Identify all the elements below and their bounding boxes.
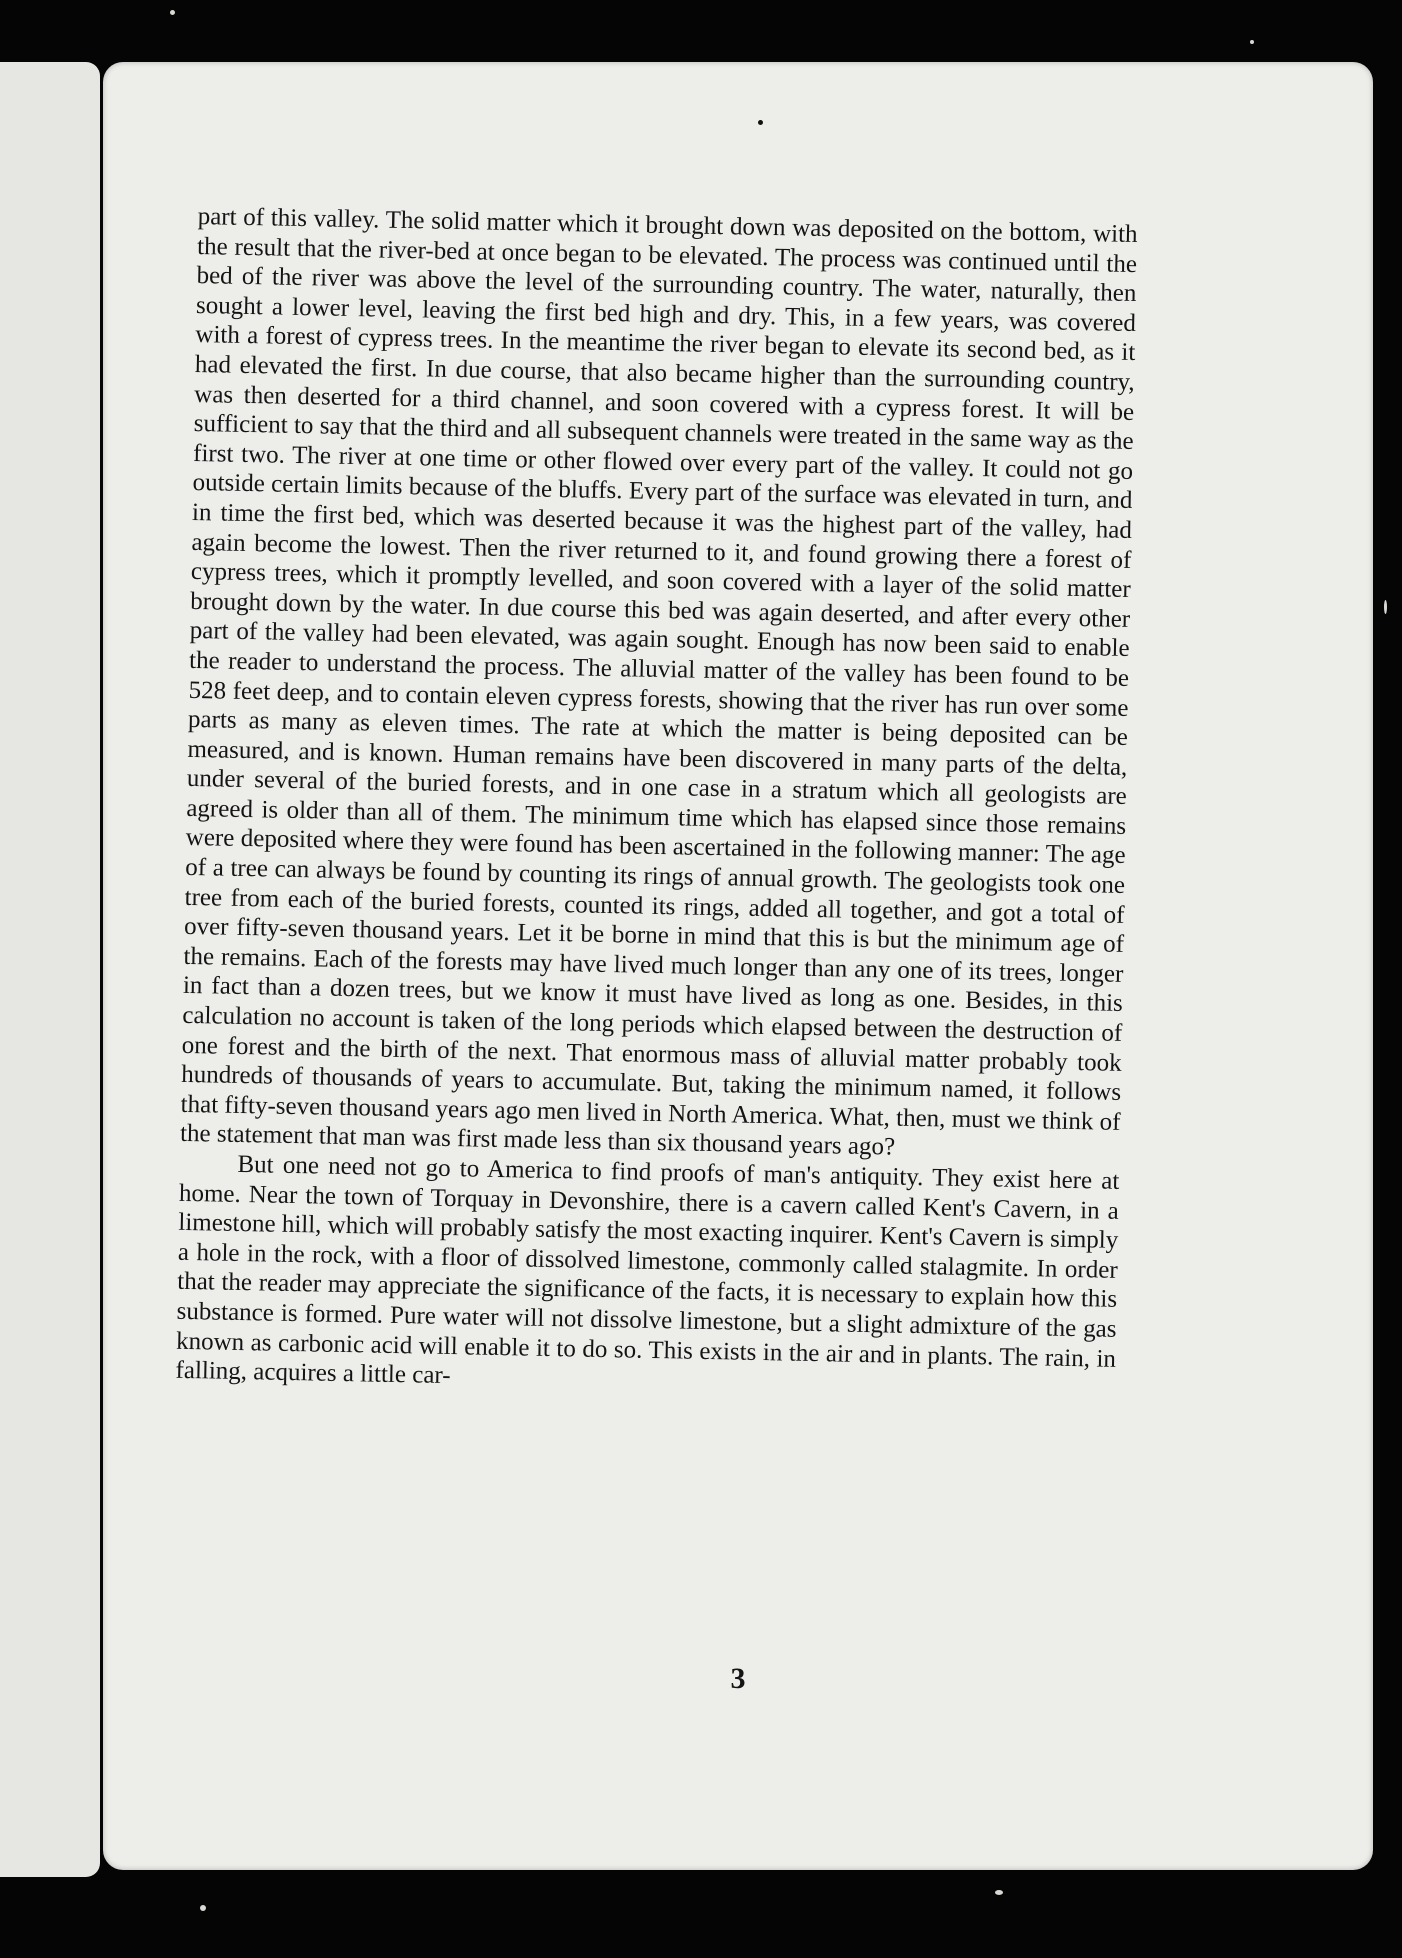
paragraph: But one need not go to America to find proofs of man's antiquity. They exist here at home. Near the town of Torquay in Devonshire, there is a cavern called Kent's Cavern, in a limestone hill, which will probably satisfy the most exacting inquirer. Kent's Cavern is simply a hole in the rock, with a floor of dissolved limestone, commonly called stalagmite. In order that the reader may appreciate the significance of the facts, it is necessary to explain how this substance is formed. Pure water will not dissolve limestone, but a slight admixture of the gas known as carbonic acid will enable it to do so. This exists in the air and in plants. The rain, in falling, acquires a little car- (175, 1150, 1120, 1390)
body-text (175, 202, 1138, 1404)
page-speck (758, 120, 763, 125)
scan-speck (170, 10, 175, 15)
paragraph: part of this valley. The solid matter which it brought down was deposited on the bottom, with the result that the river-bed at once began to be elevated. The process was continued until the bed of the river was above the level of the surrounding country. The water, naturally, then sought a lower level, leaving the first bed high and dry. This, in a few years, was covered with a forest of cypress trees. In the meantime the river began to elevate its second bed, as it had elevated the first. In due course, that also became higher than the surrounding country, was then deserted for a third channel, and soon covered with a cypress forest. It will be sufficient to say that the third and all subsequent channels were treated in the same way as the first two. The river at one time or other flowed over every part of the valley. It could not go outside certain limits because of the bluffs. Every part of the surface was elevated in turn, and in time the first bed, which was deserted because it was the highest part of the valley, had again become the lowest. Then the river returned to it, and found growing there a forest of cypress trees, which it promptly levelled, and soon covered with a layer of the solid matter brought down by the water. In due course this bed was again deserted, and after every other part of the valley had been elevated, was again sought. Enough has now been said to enable the reader to understand the process. The alluvial matter of the valley has been found to be 528 feet deep, and to contain eleven cypress forests, showing that the river has run over some parts as many as eleven times. The rate at which the matter is being deposited can be measured, and is known. Human remains have been discovered in many parts of the delta, under several of the buried forests, and in one case in a stratum which all geologists are agreed is older than all of them. The minimum time which has elapsed since those remains were deposited where they were found has been ascertained in the following manner: The age of a tree can always be found by counting its rings of annual growth. The geologists took one tree from each of the buried forests, counted its rings, added all together, and got a total of over fifty-seven thousand years. Let it be borne in mind that this is but the minimum age of the remains. Each of the forests may have lived much longer than any one of its trees, longer in fact than a dozen trees, but we know it must have lived as long as one. Besides, in this calculation no account is taken of the long periods which elapsed between the destruction of one forest and the birth of the next. That enormous mass of alluvial matter probably took hundreds of thousands of years to accumulate. But, taking the minimum named, it follows that fifty-seven thousand years ago men lived in North America. What, then, must we think of the statement that man was first made less than six thousand years ago? (179, 202, 1138, 1161)
scan-speck (1250, 40, 1254, 44)
book-page (103, 62, 1373, 1870)
scan-speck (995, 1890, 1003, 1895)
adjacent-page-edge (0, 62, 100, 1877)
scan-speck (1384, 600, 1387, 614)
page-number: 3 (730, 1662, 746, 1695)
scan-speck (200, 1905, 206, 1911)
